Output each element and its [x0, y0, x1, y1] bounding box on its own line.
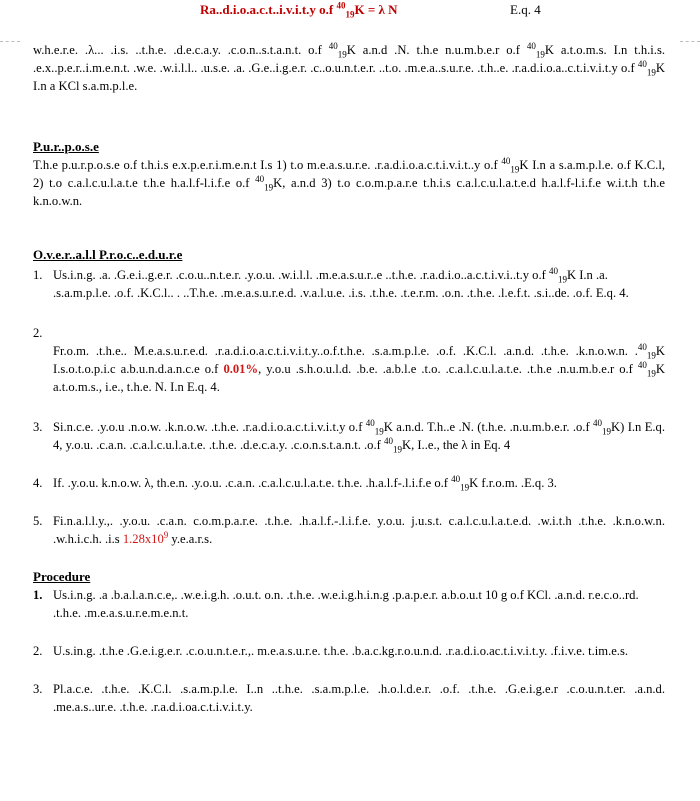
procedure-heading: Procedure: [33, 569, 91, 584]
overall-procedure-heading: O.v.e.r..a.l.l P.r.o.c..e.d.u.r.e: [33, 247, 183, 262]
page-margin-marker-left: [0, 41, 20, 42]
known-half-life-value: $1.28x10^9$: [122, 529, 169, 546]
header-title: Ra..d.i.o.a.c.t..i.v.i.t.y o.f $^{40}_{19}$K = λ N: [200, 0, 398, 20]
document-header: [0, 2, 700, 20]
intro-paragraph: w.h.e.r.e. .λ... .i.s. ..t.h.e. .d.e.c.a.y. .c.o.n..s.t.a.n.t. o.f $^{40}_{19}$K a.n.d .N. t.h.e n.u.m.b.e.r o.f $^{40}_{19}$K a.t.o.m.s. I.n t.h.i.s. .e.x..p.e.r..i.m.e.n.t. .w.e. .w.i.l.l.. .u.s.e. .a. .G.e..i.g.e.r. .c..o.u.n.t.e.r. ..t.o. .m.e.a..s.u.r.e. .t.h..e. .r.a.d.i.o.a..c.t.i.v.i.t.y o.f $^{40}_{19}$K I.n a KCl s.a.m.p.l.e.: [33, 40, 665, 93]
list-item: 3. Si.n.c.e. .y.o.u .n.o.w. .k.n.o.w. .t.h.e. .r.a.d.i.o.a.c.t.i.v.i.t.y o.f $^{40}_{19}$K a.n.d. T.h..e .N. (t.h.e. .n.u.m.b.e.r. .o.f $^{40}_{19}$K) I.n E.q. 4, y.o.u. .c.a.n. .c.a.l.c.u.l.a.t.e. .t.h.e. .d.e.c.a.y. .c.o.n.s.t.a.n.t. .o.f $^{40}_{19}$K, I..e., the λ in Eq. 4: [33, 417, 665, 455]
purpose-paragraph: T.h.e p.u.r.p.o.s.e o.f t.h.i.s e.x.p.e.r.i.m.e.n.t I.s 1) t.o m.e.a.s.u.r.e. .r.a.d.i.o.a.c.t.i.v.i.t..y o.f $^{40}_{19}$K I.n a s.a.m.p.l.e. o.f K.C.l, 2) t.o c.a.l.c.u.l.a.t.e t.h.e h.a.l.f-l.i.f.e o.f $^{40}_{19}$K, a.n.d 3) t.o c.o.m.p.a.r.e t.h.i.s c.a.l.c.u.l.a.t.e.d h.a.l.f-l.i.f.e w.i.t.h t.h.e k.n.o.w.n.: [33, 155, 666, 208]
page-margin-marker-right: [680, 41, 700, 42]
equation-label: E.q. 4: [510, 2, 541, 17]
overall-procedure-list: [33, 264, 665, 548]
list-item: 1. Us.i.n.g. .a. .G.e.i..g.e.r. .c.o.u..n.t.e.r. .y.o.u. .w.i.l.l. .m.e.a.s.u.r..e ..t.h.e. .r.a.d.i.o..a.c.t.i.v.i..t.y o.f $^{40}_{19}$K I.n .a. .s.a.m.p.l.e. .o.f. .K.C.l.. . ..T.h.e. .m.e.a.s.u.r.e.d. .v.a.l.u.e. .i.s. .t.h.e. .t.e.r.m. .o.n. .t.h.e. .l.e.f.t. .s.i..de. .o.f. E.q. 4.: [33, 265, 629, 300]
list-item: 1. Us.i.n.g. .a .b.a.l.a.n.c.e,. .w.e.i.g.h. .o.u.t. o.n. .t.h.e. .w.e.i.g.h.i.n.g .p.a.p.e.r. a.b.o.u.t 10 g o.f KCl. .a.n.d. r.e.c.o..rd. .t.h.e. .m.e.a.s.u.r.e.m.e.n.t.: [33, 588, 639, 620]
procedure-list: [33, 586, 665, 716]
list-item: 5. Fi.n.a.l.l.y.,. .y.o.u. .c.a.n. c.o.m.p.a.r.e. .t.h.e. .h.a.l.f.-.l.i.f.e. y.o.u. j.u.s.t. c.a.l.c.u.l.a.t.e.d. .w.i.t.h .t.h.e. .k.n.o.w.n. .w.h.i.c.h. .i.s $1.28x10^9$ y.e.a.r.s.: [33, 514, 665, 546]
list-item: 3. Pl.a.c.e. .t.h.e. .K.C.l. .s.a.m.p.l.e. I..n ..t.h.e. .s.a.m.p.l.e. .h.o.l.d.e.r. .o.f. .t.h.e. .G.e.i.g.e.r .c.o.u.n.t.er. .a.n.d. .me.a.s..ur.e. .t.h.e. .r.a.d.i.oa.c.t.i.v.i.t.y.: [33, 682, 665, 714]
list-item: 4. If. .y.o.u. k.n.o.w. λ, th.e.n. .y.o.u. .c.a.n. .c.a.l.c.u.l.a.t.e. t.h.e. .h.a.l.f-.l.i.f.e o.f $^{40}_{19}$K f.r.o.m. .E.q. 3.: [33, 473, 557, 493]
list-item: 2. U.s.in.g. .t.h.e .G.e.i.g.e.r. .c.o.u.n.t.e.r.,. m.e.a.s.u.r.e. t.h.e. .b.a.c.kg.r.o.u.n.d. .r.a.d.i.o.ac.t.i.v.i.t.y. .f.i.v.e. t.im.e.s.: [33, 644, 629, 658]
document-body: [33, 41, 665, 716]
isotopic-abundance-value: 0.01%: [223, 362, 259, 376]
purpose-heading: P.u.r..p.o.s.e: [33, 139, 99, 154]
list-item: 2. Fr.o.m. .t.h.e.. M.e.a.s.u.r.e.d. .r.a.d.i.o.a.c.t.i.v.i.t.y..o.f.t.h.e. .s.a.m.p.l.e. .o.f. .K.C.l. .a.n.d. .t.h.e. .k.n.o.w.n. .$^{40}_{19}$K I.s.o.t.o.p.i.c a.b.u.n.d.a.n.c.e o.f 0.01%, y.o.u .s.h.o.u.l.d. .b.e. .a.b.l.e .t.o. .c.a.l.c.u.l.a.t.e. .t.h.e .n.u.m.b.e.r o.f $^{40}_{19}$K a.t.o.m.s., i.e., t.h.e. N. I.n E.q. 4.: [33, 326, 666, 394]
